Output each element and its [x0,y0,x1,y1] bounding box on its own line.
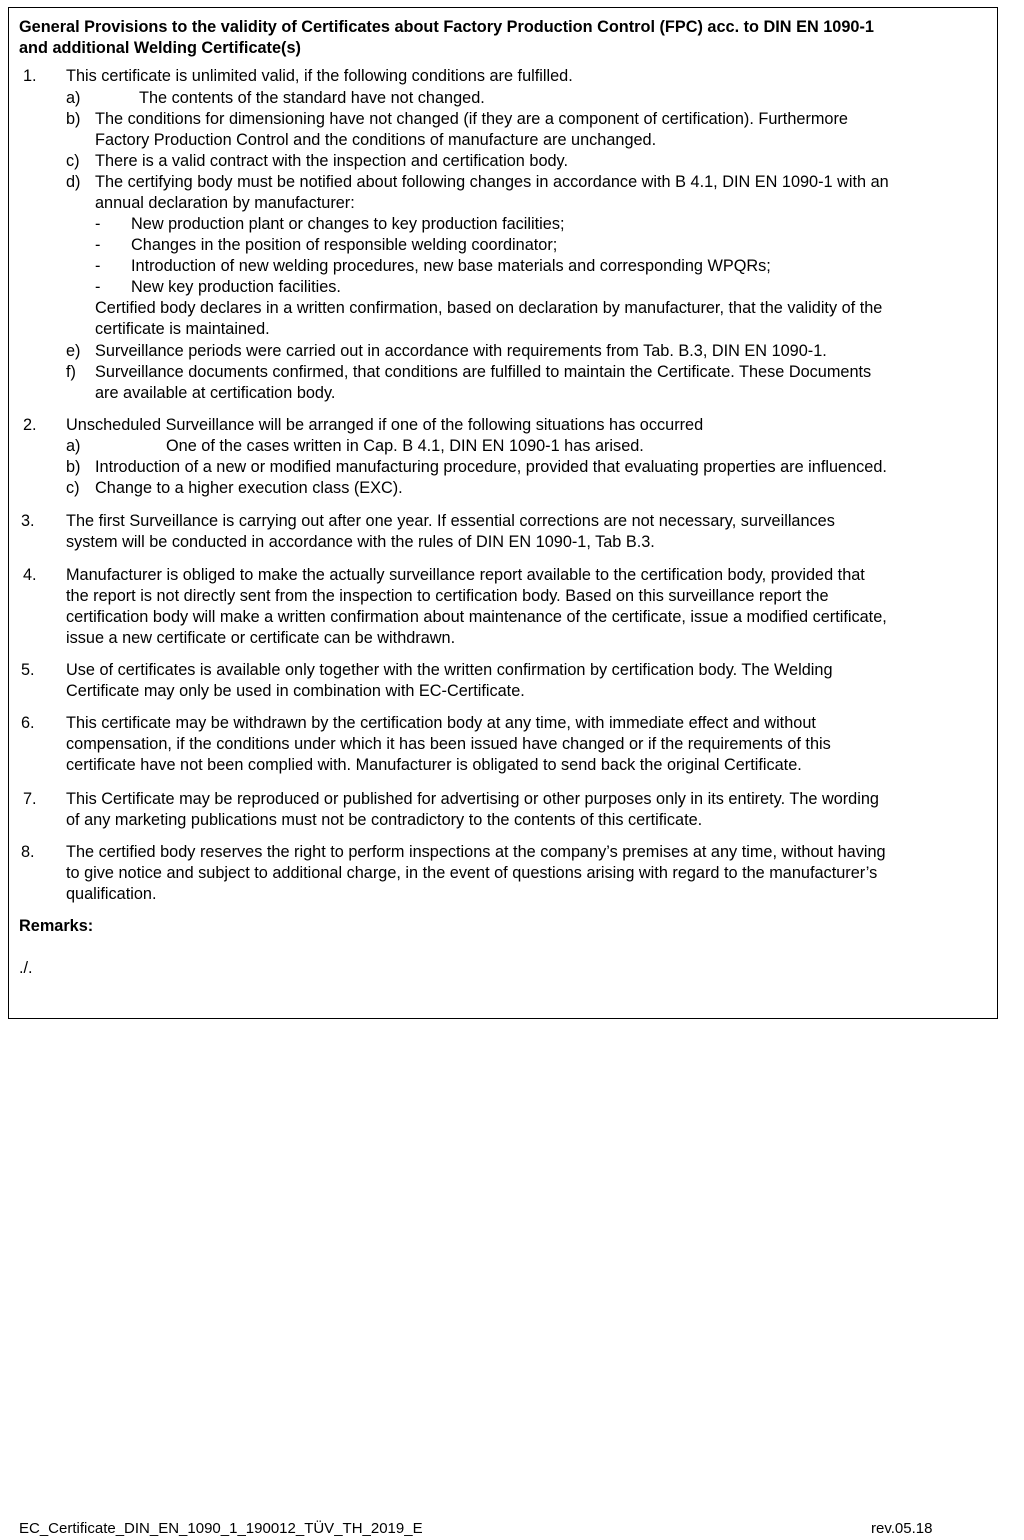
sub-text: The certifying body must be notified about following changes in accordance with B 4.1, DIN EN 1090-1 with an [95,173,889,191]
dash-bullet: - [95,278,101,296]
footer-revision: rev.05.18 [871,1520,933,1537]
footer-document-id: EC_Certificate_DIN_EN_1090_1_190012_TÜV_TH_2019_E [19,1520,423,1537]
item-text: certificate have not been complied with. Manufacturer is obligated to send back the original Certificate. [66,756,802,774]
item-text: Unscheduled Surveillance will be arranged if one of the following situations has occurred [66,416,704,434]
sub-text: annual declaration by manufacturer: [95,194,355,212]
sub-label: f) [66,363,76,381]
item-text: Use of certificates is available only together with the written confirmation by certification body. The Welding [66,661,833,679]
item-text: Certificate may only be used in combination with EC-Certificate. [66,682,525,700]
item-number: 7. [23,790,37,808]
sub-text: One of the cases written in Cap. B 4.1, DIN EN 1090-1 has arised. [166,437,644,455]
dash-bullet: - [95,236,101,254]
remarks-label: Remarks: [19,917,94,935]
dash-item: Introduction of new welding procedures, new base materials and corresponding WPQRs; [131,257,771,275]
sub-label: d) [66,173,81,191]
dash-item: Changes in the position of responsible welding coordinator; [131,236,558,254]
item-text: certification body will make a written confirmation about maintenance of the certificate, issue a modified certificate, [66,608,887,626]
item-number: 2. [23,416,37,434]
sub-note: Certified body declares in a written confirmation, based on declaration by manufacturer, that the validity of the [95,299,883,317]
sub-text: Surveillance periods were carried out in accordance with requirements from Tab. B.3, DIN EN 1090-1. [95,342,827,360]
sub-label: b) [66,110,81,128]
sub-label: e) [66,342,81,360]
item-text: The certified body reserves the right to perform inspections at the company’s premises at any time, without having [66,843,886,861]
sub-text: are available at certification body. [95,384,336,402]
sub-label: a) [66,437,81,455]
item-text: qualification. [66,885,157,903]
item-text: Manufacturer is obliged to make the actually surveillance report available to the certification body, provided that [66,566,865,584]
sub-label: c) [66,152,80,170]
sub-text: Factory Production Control and the conditions of manufacture are unchanged. [95,131,657,149]
sub-text: There is a valid contract with the inspection and certification body. [95,152,569,170]
item-text: This certificate is unlimited valid, if the following conditions are fulfilled. [66,67,573,85]
dash-bullet: - [95,215,101,233]
item-text: This Certificate may be reproduced or published for advertising or other purposes only in its entirety. The wording [66,790,879,808]
dash-item: New key production facilities. [131,278,341,296]
item-text: compensation, if the conditions under which it has been issued have changed or if the requirements of this [66,735,831,753]
item-number: 1. [23,67,37,85]
item-text: the report is not directly sent from the inspection to certification body. Based on this surveillance report the [66,587,829,605]
item-number: 3. [21,512,35,530]
item-text: of any marketing publications must not be contradictory to the contents of this certificate. [66,811,703,829]
item-text: This certificate may be withdrawn by the certification body at any time, with immediate effect and without [66,714,816,732]
item-text: to give notice and subject to additional charge, in the event of questions arising with regard to the manufacturer’s [66,864,878,882]
title-line-2: and additional Welding Certificate(s) [19,39,301,57]
item-number: 4. [23,566,37,584]
sub-text: The conditions for dimensioning have not changed (if they are a component of certification). Furthermore [95,110,848,128]
sub-text: Change to a higher execution class (EXC). [95,479,403,497]
title-line-1: General Provisions to the validity of Certificates about Factory Production Control (FPC) acc. to DIN EN 1090-1 [19,18,874,36]
item-number: 5. [21,661,35,679]
item-text: system will be conducted in accordance with the rules of DIN EN 1090-1, Tab B.3. [66,533,655,551]
sub-label: b) [66,458,81,476]
item-text: issue a new certificate or certificate can be withdrawn. [66,629,456,647]
sub-text: Introduction of a new or modified manufacturing procedure, provided that evaluating properties are influenced. [95,458,887,476]
sub-text: The contents of the standard have not changed. [139,89,485,107]
dash-item: New production plant or changes to key production facilities; [131,215,565,233]
item-text: The first Surveillance is carrying out after one year. If essential corrections are not necessary, surveillances [66,512,835,530]
document-title [19,17,994,59]
sub-label: c) [66,479,80,497]
sub-label: a) [66,89,81,107]
remarks-value: ./. [19,959,33,977]
sub-text: Surveillance documents confirmed, that conditions are fulfilled to maintain the Certificate. These Documents [95,363,872,381]
item-number: 6. [21,714,35,732]
item-number: 8. [21,843,35,861]
sub-note: certificate is maintained. [95,320,270,338]
dash-bullet: - [95,257,101,275]
